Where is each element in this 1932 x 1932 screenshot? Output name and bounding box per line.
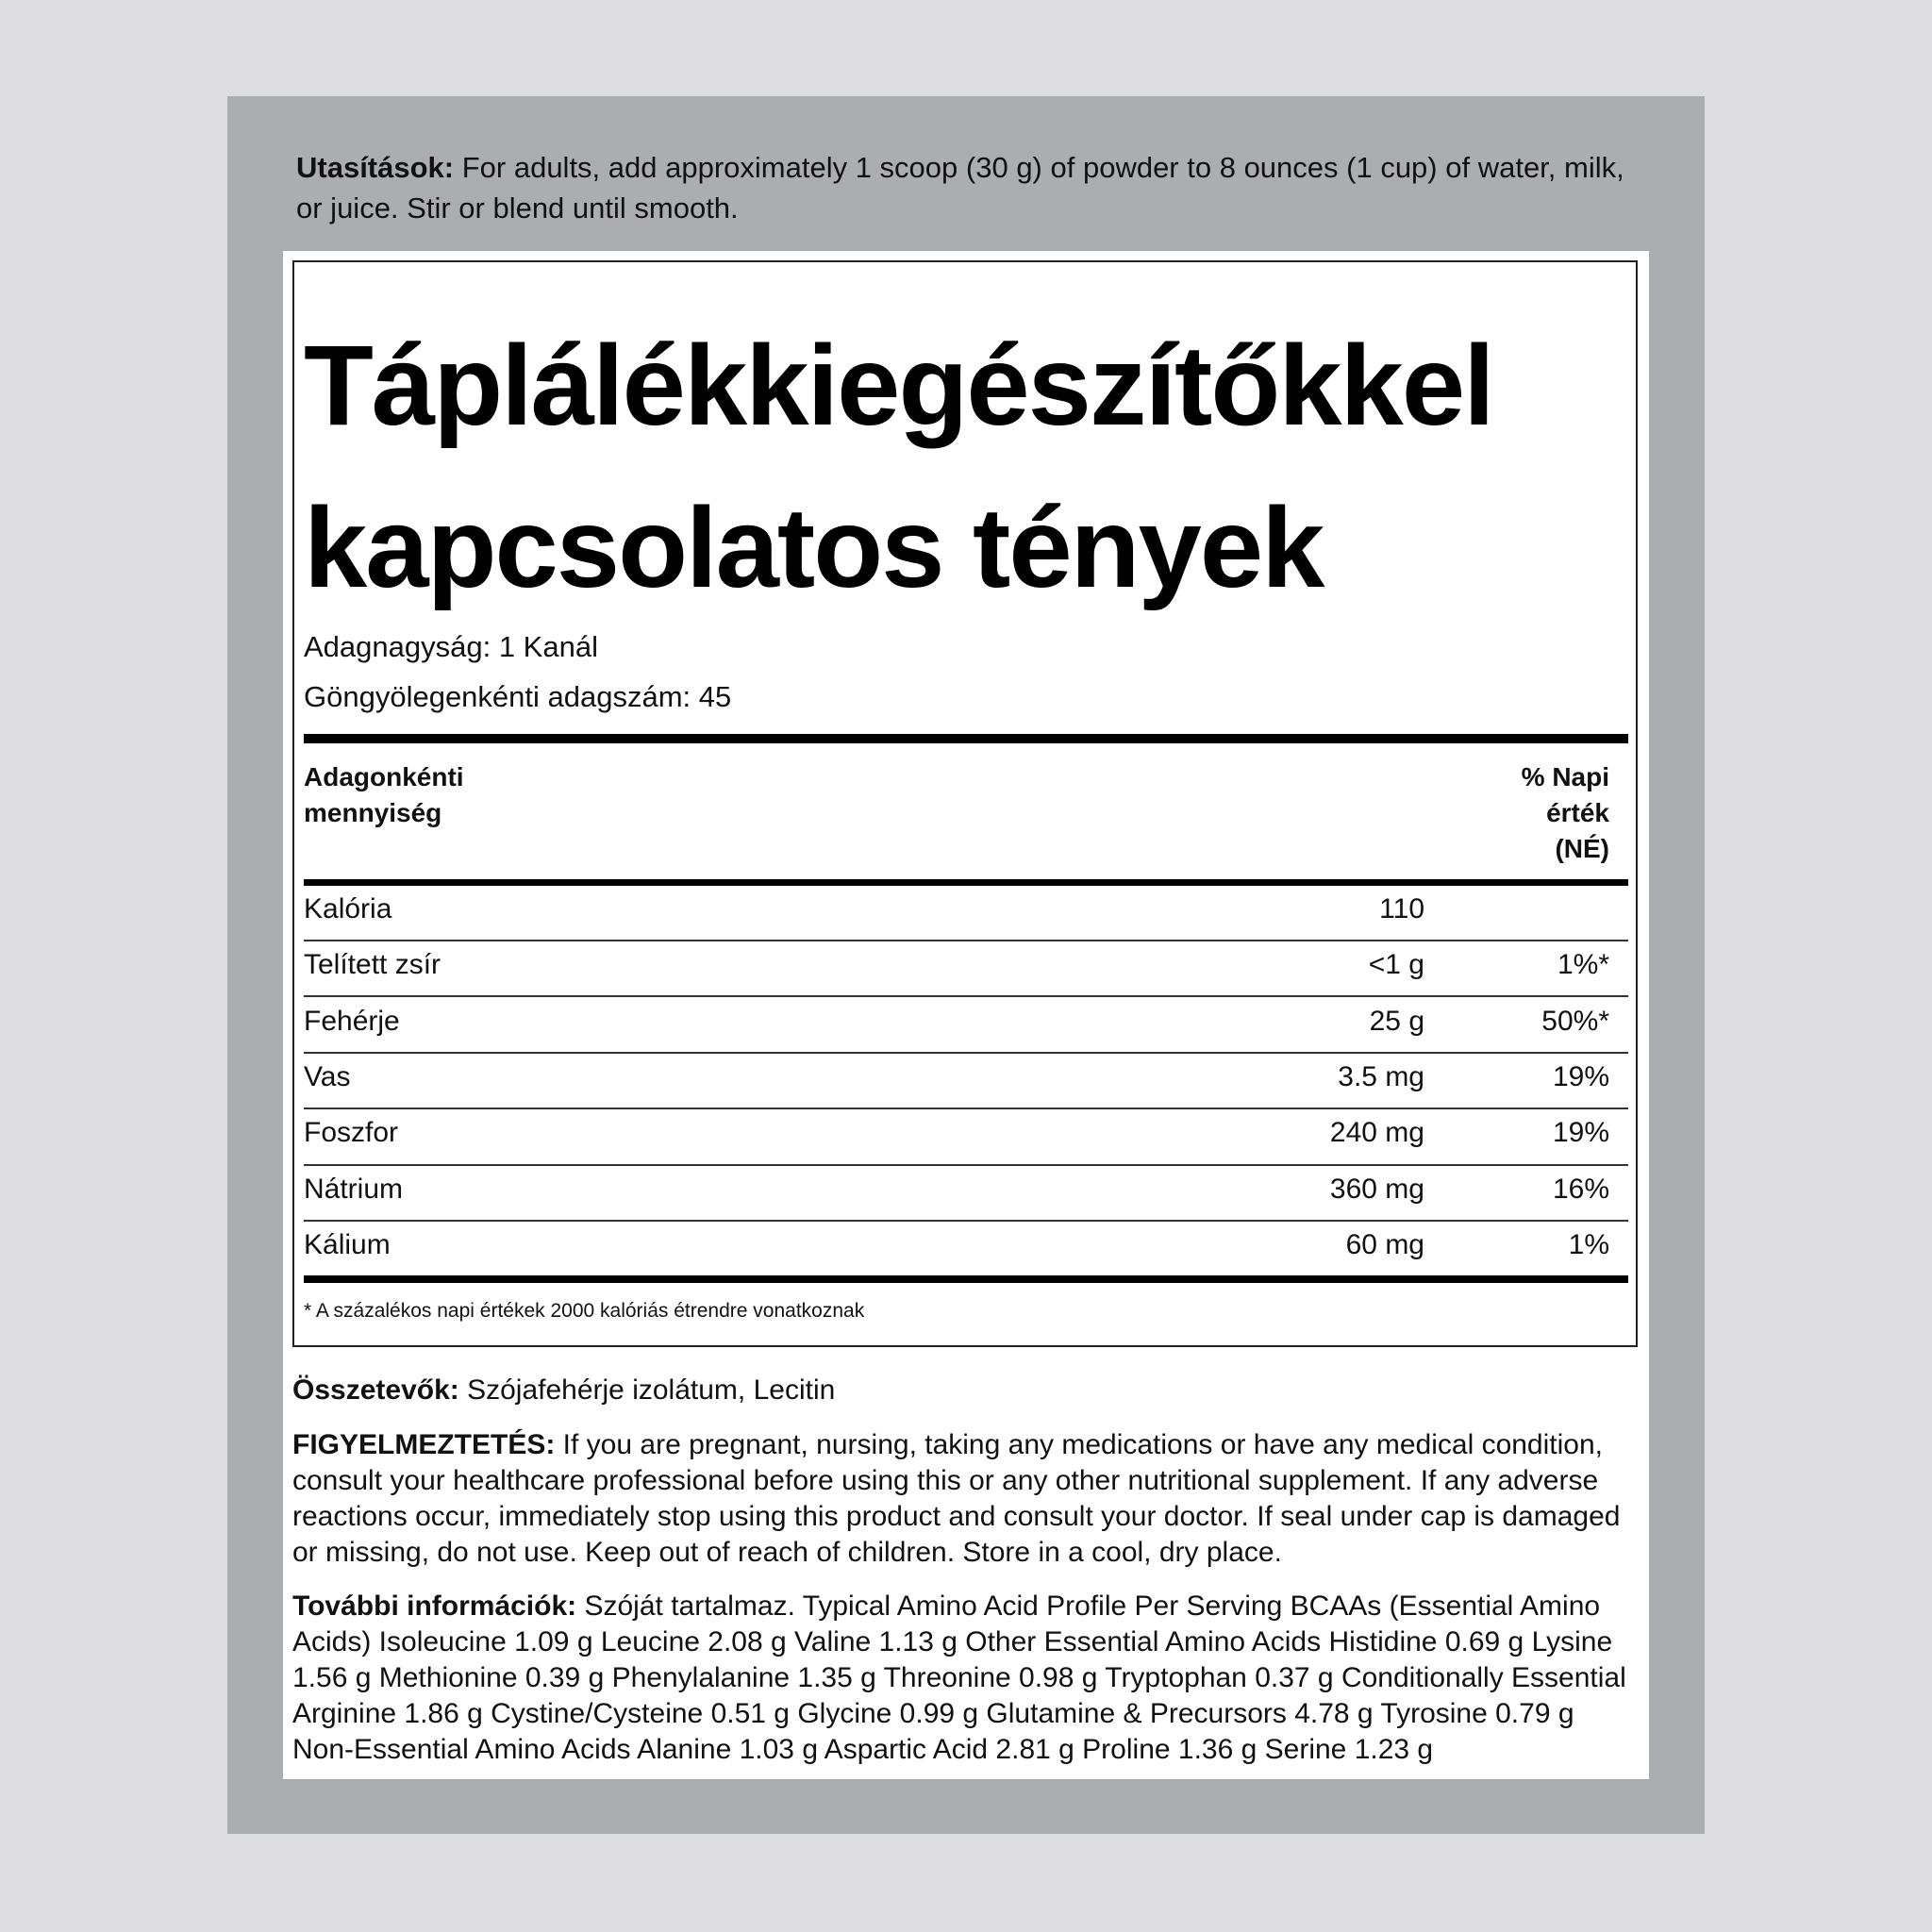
row-divider — [304, 940, 1628, 941]
header-amount-line1: Adagonkénti — [304, 762, 464, 791]
nutrient-amount: 60 mg — [1345, 1229, 1424, 1260]
nutrient-amount: 110 — [1379, 893, 1424, 924]
row-divider — [304, 995, 1628, 997]
directions-label: Utasítások: — [296, 151, 455, 184]
row-divider — [304, 1108, 1628, 1109]
nutrient-dv: 1%* — [1557, 949, 1609, 980]
nutrient-name: Vas — [304, 1061, 351, 1092]
header-daily-value — [1421, 759, 1609, 867]
nutrient-amount: 25 g — [1369, 1006, 1424, 1037]
row-divider — [304, 1164, 1628, 1166]
ingredients-text — [292, 1373, 1638, 1408]
nutrient-amount: 360 mg — [1329, 1174, 1424, 1205]
ingredients-body: Szójafehérje izolátum, Lecitin — [458, 1374, 836, 1406]
warning-label: FIGYELMEZTETÉS: — [292, 1429, 556, 1460]
ingredients-label: Összetevők: — [292, 1374, 459, 1406]
serving-size: Adagnagyság: 1 Kanál — [304, 630, 598, 663]
header-dv-line1: % Napi — [1521, 762, 1609, 791]
nutrient-amount: <1 g — [1368, 949, 1424, 980]
nutrient-dv: 1% — [1568, 1229, 1609, 1260]
more-info-text — [292, 1589, 1638, 1768]
nutrient-name: Kalória — [304, 893, 392, 924]
nutrient-dv: 19% — [1552, 1061, 1609, 1092]
nutrient-name: Kálium — [304, 1229, 391, 1260]
row-divider — [304, 1220, 1628, 1222]
header-amount-line2: mennyiség — [304, 798, 442, 827]
thick-divider-bottom — [304, 1275, 1628, 1283]
nutrient-amount: 240 mg — [1329, 1117, 1424, 1148]
more-info-label: További információk: — [292, 1591, 577, 1622]
header-amount-per-serving — [304, 759, 464, 831]
facts-title-line1: Táplálékkiegészítőkkel — [304, 321, 1493, 449]
nutrient-dv: 50%* — [1541, 1006, 1609, 1037]
facts-title-line2: kapcsolatos tények — [304, 483, 1324, 611]
more-info-body: Szóját tartalmaz. Typical Amino Acid Profile Per Serving BCAAs (Essential Amino Acids) Isoleucine 1.09 g Leucine 2.08 g Valine 1.13 g Other Essential Amino Acids Histidine 0.69 g Lysine 1.56 g Methionine 0.39 g Phenylalanine 1.35 g Threonine 0.98 g Tryptophan 0.37 g Conditionally Essential Arginine 1.86 g Cystine/Cysteine 0.51 g Glycine 0.99 g Glutamine & Precursors 4.78 g Tyrosine 0.79 g Non-Essential Amino Acids Alanine 1.03 g Aspartic Acid 2.81 g Proline 1.36 g Serine 1.23 g — [292, 1591, 1626, 1765]
servings-per-container: Göngyölegenkénti adagszám: 45 — [304, 680, 732, 713]
warning-body: If you are pregnant, nursing, taking any medications or have any medical condition, consult your healthcare professional before using this or any other nutritional supplement. If any adverse reactions occur, immediately stop using this product and consult your doctor. If seal under cap is damaged or missing, do not use. Keep out of reach of children. Store in a cool, dry place. — [292, 1429, 1621, 1568]
warning-text — [292, 1427, 1638, 1571]
header-dv-line2: érték — [1546, 798, 1609, 827]
directions-text — [296, 147, 1636, 228]
nutrient-dv: 16% — [1552, 1174, 1609, 1205]
nutrient-dv: 19% — [1552, 1117, 1609, 1148]
nutrient-name: Telített zsír — [304, 949, 441, 980]
thick-divider-header — [304, 879, 1628, 886]
thick-divider-top — [304, 734, 1628, 743]
daily-value-footnote: * A százalékos napi értékek 2000 kalóriás étrendre vonatkoznak — [304, 1300, 865, 1322]
directions-body: For adults, add approximately 1 scoop (30 g) of powder to 8 ounces (1 cup) of water, milk, or juice. Stir or blend until smooth. — [296, 151, 1624, 225]
row-divider — [304, 1052, 1628, 1054]
nutrient-name: Foszfor — [304, 1117, 399, 1148]
nutrient-name: Nátrium — [304, 1174, 404, 1205]
nutrient-amount: 3.5 mg — [1338, 1061, 1424, 1092]
header-dv-line3: (NÉ) — [1555, 834, 1609, 863]
nutrient-name: Fehérje — [304, 1006, 400, 1037]
facts-title — [304, 304, 1493, 628]
